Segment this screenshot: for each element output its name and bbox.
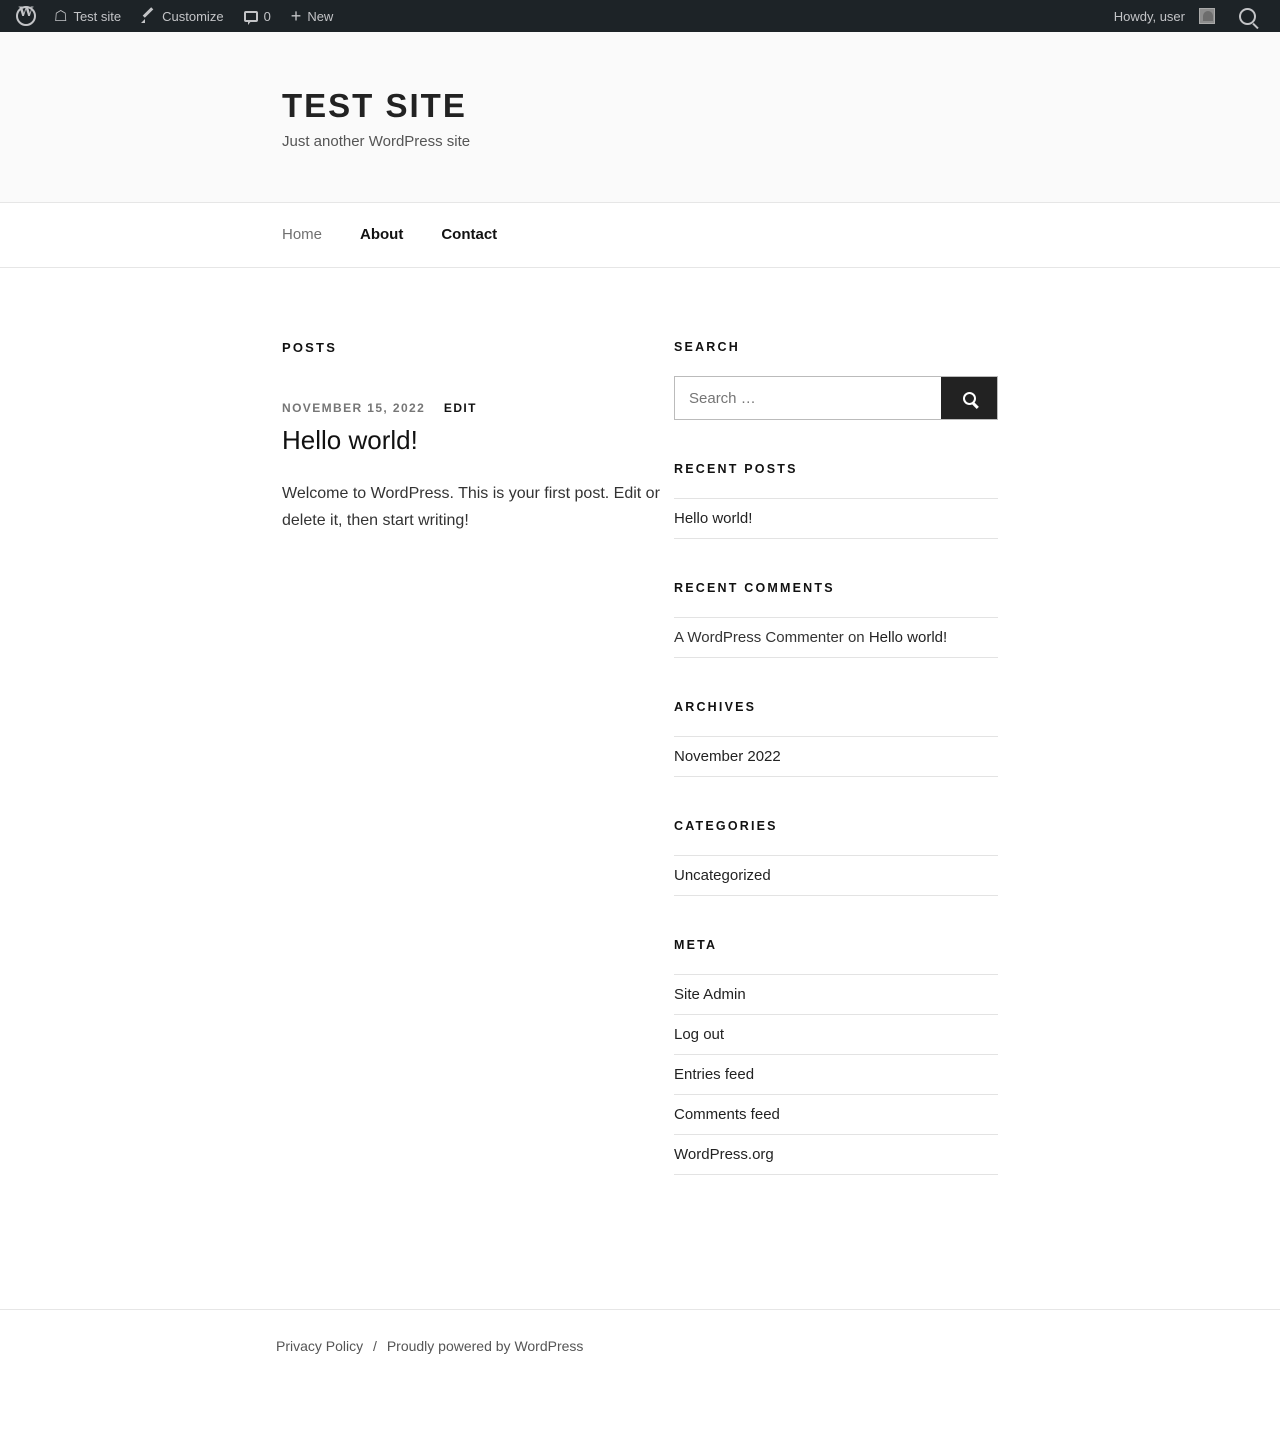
list-item[interactable] bbox=[674, 737, 998, 777]
widget-recent-posts bbox=[674, 462, 998, 539]
primary-navigation bbox=[0, 203, 1280, 268]
adminbar-search[interactable] bbox=[1223, 0, 1272, 32]
post-date-link[interactable]: NOVEMBER 15, 2022 bbox=[282, 401, 426, 415]
widget-archives bbox=[674, 700, 998, 777]
search-input[interactable] bbox=[675, 377, 941, 419]
dashboard-house-icon: ☖ bbox=[54, 7, 68, 25]
adminbar-howdy-label: Howdy, user bbox=[1113, 8, 1185, 24]
list-item[interactable] bbox=[674, 1135, 998, 1175]
adminbar-new[interactable] bbox=[281, 0, 344, 32]
list-item[interactable] bbox=[674, 1055, 998, 1095]
site-footer bbox=[0, 1309, 1280, 1388]
list-item[interactable] bbox=[674, 856, 998, 896]
post-title[interactable] bbox=[282, 425, 674, 456]
adminbar-my-account[interactable] bbox=[1106, 0, 1223, 32]
widget-search-title: SEARCH bbox=[674, 340, 740, 354]
posts-section-heading: POSTS bbox=[282, 340, 338, 355]
search-icon bbox=[1239, 8, 1256, 25]
sidebar bbox=[674, 340, 998, 1217]
post-meta bbox=[282, 401, 674, 415]
widget-meta bbox=[674, 938, 998, 1175]
list-item[interactable] bbox=[674, 618, 998, 658]
adminbar-comments[interactable] bbox=[234, 0, 281, 32]
search-form bbox=[674, 376, 998, 420]
post-content bbox=[282, 480, 674, 534]
privacy-policy-link[interactable]: Privacy Policy bbox=[276, 1338, 364, 1354]
recent-comments-list bbox=[674, 617, 998, 658]
nav-item-contact[interactable] bbox=[441, 226, 497, 244]
comment-on-word: on bbox=[847, 629, 865, 646]
admin-bar bbox=[0, 0, 1280, 32]
widget-search bbox=[674, 340, 998, 420]
comment-bubble-icon bbox=[244, 11, 258, 22]
avatar bbox=[1199, 8, 1215, 24]
pencil-icon bbox=[141, 9, 156, 24]
nav-item-home[interactable] bbox=[282, 226, 322, 244]
adminbar-site-name[interactable] bbox=[44, 0, 131, 32]
adminbar-wp-logo[interactable] bbox=[8, 0, 44, 32]
list-item[interactable] bbox=[674, 975, 998, 1015]
content-area bbox=[282, 268, 998, 1217]
footer-credits bbox=[276, 1338, 1186, 1354]
search-icon bbox=[963, 392, 976, 405]
site-title[interactable]: TEST SITE bbox=[282, 87, 467, 124]
widget-meta-title: META bbox=[674, 938, 718, 952]
meta-link-comments-feed[interactable]: Comments feed bbox=[674, 1106, 780, 1123]
nav-link-contact[interactable]: Contact bbox=[441, 226, 498, 243]
adminbar-site-name-label: Test site bbox=[73, 8, 122, 24]
post-edit-link[interactable]: EDIT bbox=[443, 401, 477, 415]
footer-separator: / bbox=[373, 1338, 377, 1354]
powered-by-link[interactable]: Proudly powered by WordPress bbox=[386, 1338, 584, 1354]
wordpress-logo-icon bbox=[16, 6, 36, 26]
recent-posts-list bbox=[674, 498, 998, 539]
adminbar-right-group bbox=[1106, 0, 1272, 32]
comment-author: A WordPress Commenter bbox=[674, 629, 844, 646]
widget-recent-comments bbox=[674, 581, 998, 658]
adminbar-new-label: New bbox=[307, 8, 334, 24]
meta-link-site-admin[interactable]: Site Admin bbox=[674, 986, 746, 1003]
list-item[interactable] bbox=[674, 499, 998, 539]
widget-categories bbox=[674, 819, 998, 896]
category-link[interactable]: Uncategorized bbox=[674, 867, 771, 884]
search-submit-button[interactable] bbox=[941, 377, 997, 419]
meta-list bbox=[674, 974, 998, 1175]
archive-link[interactable]: November 2022 bbox=[674, 748, 781, 765]
adminbar-comments-count: 0 bbox=[263, 8, 271, 24]
list-item[interactable] bbox=[674, 1015, 998, 1055]
recent-post-link[interactable]: Hello world! bbox=[674, 510, 753, 527]
main-content bbox=[282, 340, 674, 1217]
comment-post-link[interactable]: Hello world! bbox=[868, 629, 948, 646]
categories-list bbox=[674, 855, 998, 896]
list-item[interactable] bbox=[674, 1095, 998, 1135]
post-title-text: Hello world! bbox=[282, 425, 418, 455]
adminbar-customize[interactable] bbox=[131, 0, 233, 32]
widget-archives-title: ARCHIVES bbox=[674, 700, 757, 714]
widget-recent-posts-title: RECENT POSTS bbox=[674, 462, 798, 476]
nav-item-about[interactable] bbox=[360, 226, 403, 244]
nav-link-about[interactable]: About bbox=[360, 226, 404, 243]
nav-list bbox=[282, 226, 998, 244]
widget-recent-comments-title: RECENT COMMENTS bbox=[674, 581, 835, 595]
widget-categories-title: CATEGORIES bbox=[674, 819, 778, 833]
adminbar-customize-label: Customize bbox=[162, 8, 224, 24]
meta-link-wordpress-org[interactable]: WordPress.org bbox=[674, 1146, 774, 1163]
post-body-text: Welcome to WordPress. This is your first post. Edit or delete it, then start writing! bbox=[282, 485, 660, 530]
meta-link-log-out[interactable]: Log out bbox=[674, 1026, 725, 1043]
nav-link-home[interactable]: Home bbox=[282, 226, 323, 243]
plus-icon: + bbox=[290, 6, 302, 26]
post-article bbox=[282, 401, 674, 534]
meta-link-entries-feed[interactable]: Entries feed bbox=[674, 1066, 755, 1083]
site-description: Just another WordPress site bbox=[282, 133, 471, 150]
archives-list bbox=[674, 736, 998, 777]
site-header bbox=[0, 32, 1280, 203]
